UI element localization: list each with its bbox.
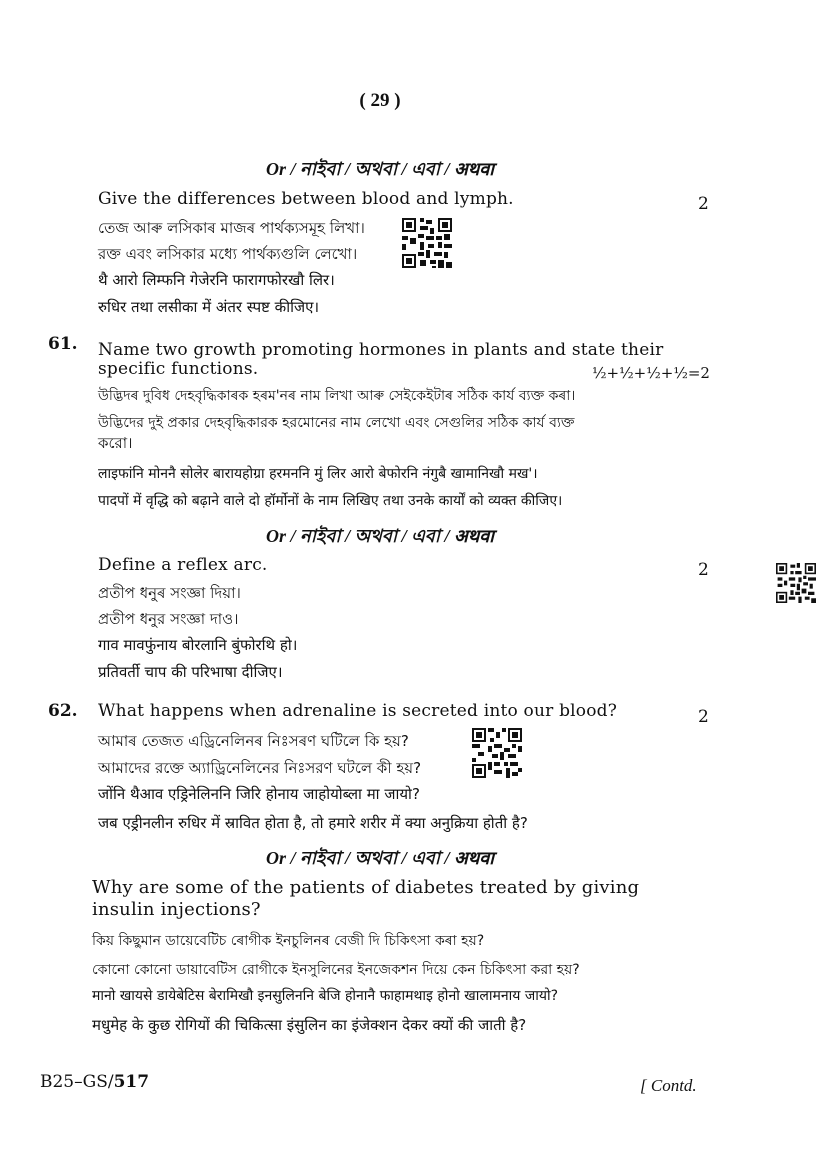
paper-code-number: 517 [113,1072,150,1092]
translation-assamese: উদ্ভিদৰ দুবিধ দেহবৃদ্ধিকাৰক হৰম'নৰ নাম লিখা আৰু সেইকেইটাৰ সঠিক কাৰ্য ব্যক্ত কৰা। [98,388,576,404]
paper-code [40,1072,149,1092]
marks: 2 [698,560,709,580]
translation-assamese: কিয় কিছুমান ডায়েবেটিচ ৰোগীক ইনচুলিনৰ বেজী দি চিকিৎসা কৰা হয়? [92,933,485,949]
translation-bodo: लाइफांनि मोननै सोलेर बारायहोग्रा हरमननि मुं लिर आरो बेफोरनि नंगुबै खामानिखौ मख'। [98,466,538,482]
translation-bengali: আমাদের রক্তে অ্যাড্রিনেলিনের নিঃসরণ ঘটলে কী হয়? [98,759,422,777]
paper-code-prefix: B25–GS/ [40,1072,114,1092]
translation-bodo: गाव मावफुंनाय बोरलानि बुंफोरथि हो। [98,636,298,654]
translation-assamese: প্ৰতীপ ধনুৰ সংজ্ঞা দিয়া। [98,584,241,602]
qr-code-icon [776,563,816,603]
translation-bodo: मानो खायसे डायेबेटिस बेरामिखौ इनसुलिननि बेजि होनानै फाहामथाइ होनो खालामनाय जायो? [92,988,559,1004]
or-separator: Or / নাইবা / অথবা / এবা / अथवा [266,159,494,179]
marks: 2 [698,707,709,727]
qr-code-icon [472,728,522,778]
translation-bodo: थै आरो लिम्फनि गेजेरनि फारागफोरखौ लिर। [98,271,335,289]
translation-hindi: रुधिर तथा लसीका में अंतर स्पष्ट कीजिए। [98,298,320,316]
translation-bengali: কোনো কোনো ডায়াবেটিস রোগীকে ইনসুলিনের ইনজেকশন দিয়ে কেন চিকিৎসা করা হয়? [92,962,580,978]
question-60-alt-english: Give the differences between blood and lymph. [98,189,514,209]
translation-hindi: प्रतिवर्ती चाप की परिभाषा दीजिए। [98,663,283,681]
question-61-alt-english: Define a reflex arc. [98,555,268,575]
question-number: 61. [48,334,78,354]
translation-bengali-line1: উদ্ভিদের দুই প্রকার দেহবৃদ্ধিকারক হরমোনের নাম লেখো এবং সেগুলির সঠিক কার্য ব্যক্ত [98,415,575,431]
question-61-english-line2: specific functions. [98,359,259,379]
continued-label: [ Contd. [640,1076,697,1095]
question-62-english: What happens when adrenaline is secreted into our blood? [98,701,618,721]
translation-bengali: রক্ত এবং লসিকার মধ্যে পার্থক্যগুলি লেখো। [98,245,358,263]
marks: ½+½+½+½=2 [592,364,710,382]
translation-assamese: তেজ আৰু লসিকাৰ মাজৰ পাৰ্থক্যসমূহ লিখা। [98,219,365,237]
or-separator: Or / নাইবা / অথবা / এবা / अथवा [266,526,494,546]
question-62-alt-english-line1: Why are some of the patients of diabetes treated by giving [92,877,640,898]
translation-bengali: প্রতীপ ধনুর সংজ্ঞা দাও। [98,610,239,628]
question-number: 62. [48,701,78,721]
page-number: ( 29 ) [359,90,401,111]
question-62-alt-english-line2: insulin injections? [92,899,261,920]
marks: 2 [698,194,709,214]
translation-bengali-line2: করো। [98,434,133,452]
or-separator: Or / নাইবা / অথবা / এবা / अथवा [266,848,494,868]
translation-hindi: पादपों में वृद्धि को बढ़ाने वाले दो हॉर्मोनों के नाम लिखिए तथा उनके कार्यों को व्यक्त कीजिए। [98,493,563,509]
question-61-english-line1: Name two growth promoting hormones in plants and state their [98,340,664,360]
translation-hindi: मधुमेह के कुछ रोगियों की चिकित्सा इंसुलिन का इंजेक्शन देकर क्यों की जाती है? [92,1016,527,1034]
translation-bodo: जोंनि थैआव एड्रिनेलिननि जिरि होनाय जाहोयोब्ला मा जायो? [98,785,420,803]
translation-hindi: जब एड्रीनलीन रुधिर में स्रावित होता है, तो हमारे शरीर में क्या अनुक्रिया होती है? [98,814,528,832]
translation-assamese: আমাৰ তেজত এড্ৰিনেলিনৰ নিঃসৰণ ঘটিলে কি হয়? [98,732,409,750]
qr-code-icon [402,218,452,268]
